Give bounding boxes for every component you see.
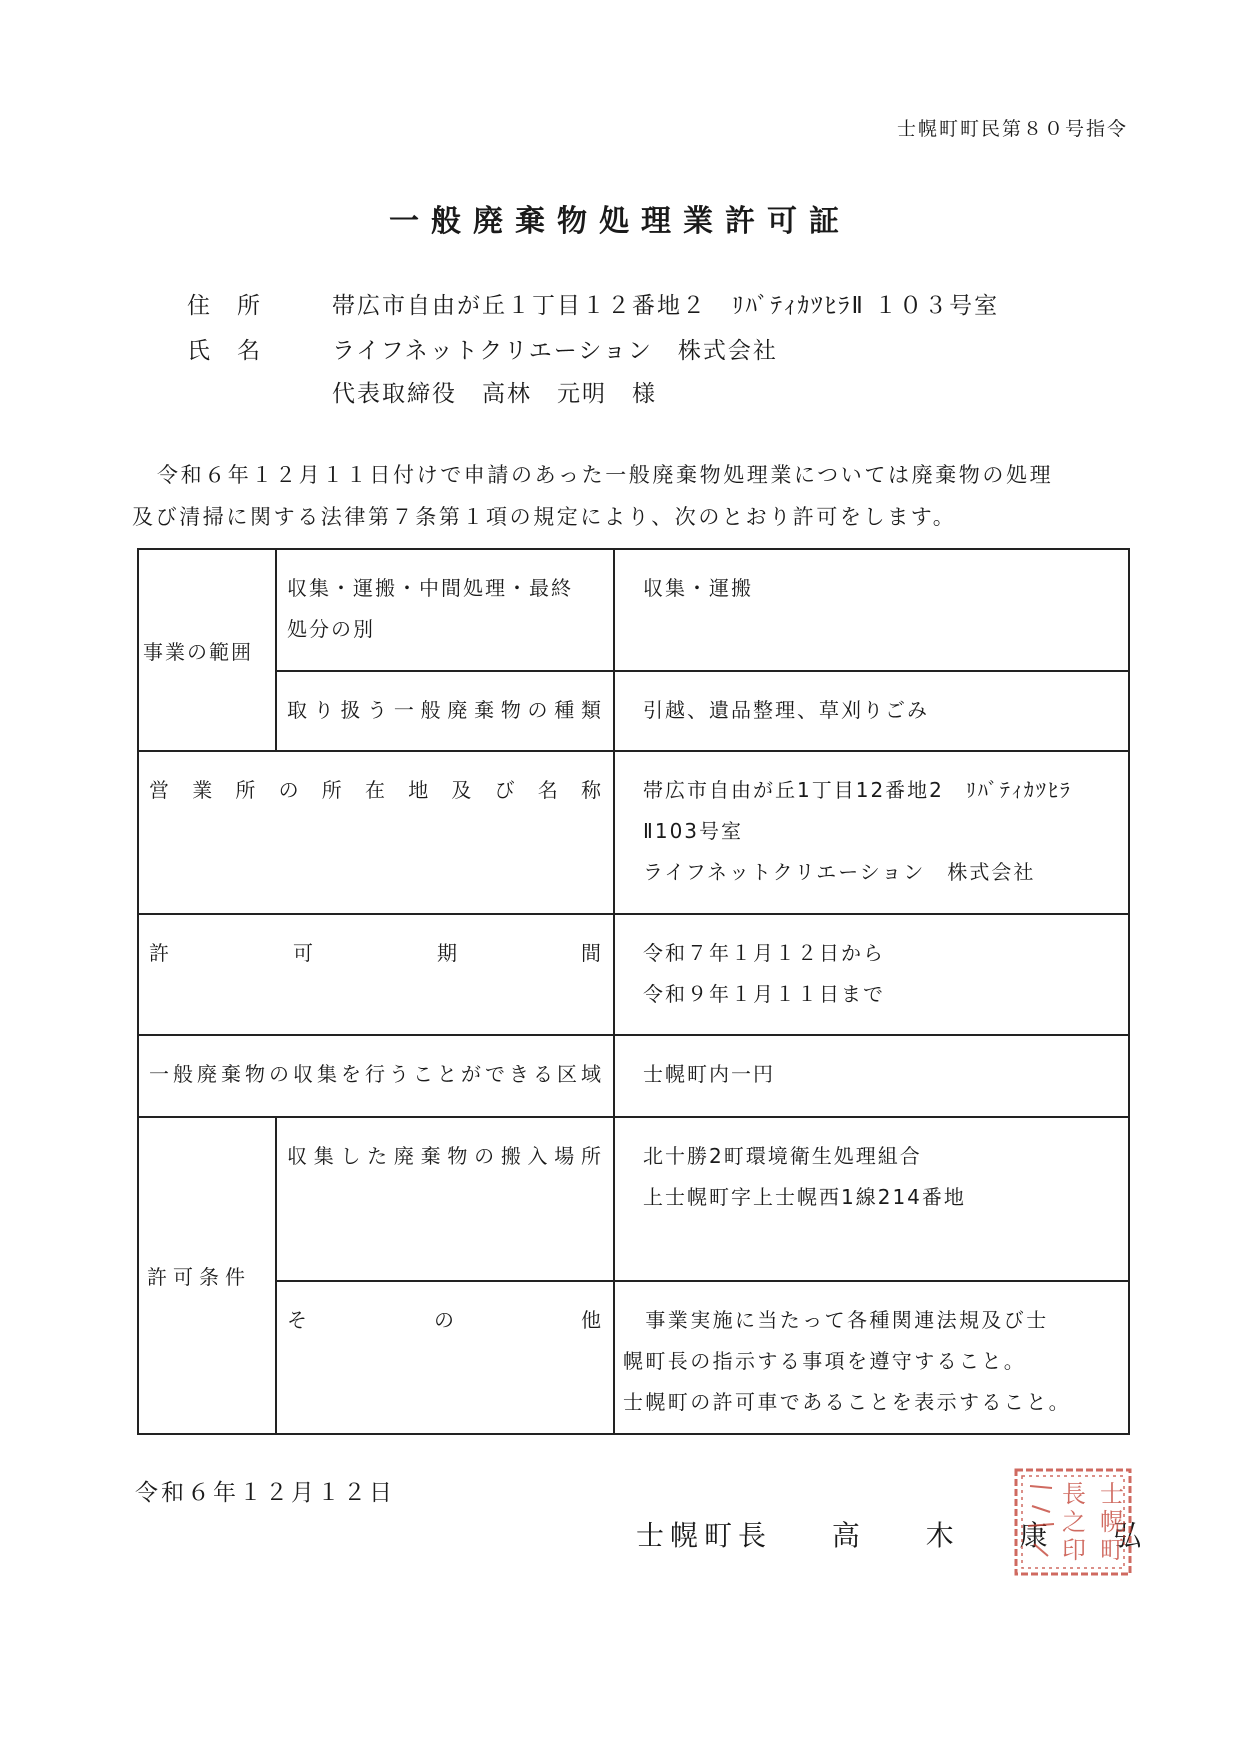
issue-date: 令和６年１２月１２日 [135,1480,395,1506]
document-title: 一般廃棄物処理業許可証 [389,204,851,239]
scope-row2-value-cell [614,671,1129,751]
name-value: ライフネットクリエーション 株式会社 [332,338,778,364]
scope-row1-value: 収集・運搬 [643,576,753,600]
scope-row2-label: 取り扱う一般廃棄物の種類 [287,698,603,722]
intro-line-2: 及び清掃に関する法律第７条第１項の規定により、次のとおり許可をします。 [132,505,957,529]
period-label: 許可期間 [149,941,603,965]
name-label: 氏 名 [187,338,262,364]
signer-name-char: 康 [1019,1519,1054,1552]
signer-title: 士幌町長 [636,1519,773,1552]
office-value-line2: Ⅱ103号室 [643,819,744,843]
conditions-header: 許可条件 [147,1265,247,1289]
other-label: その他 [287,1308,603,1332]
area-label-cell [138,1035,614,1117]
period-end: 令和９年１月１１日まで [643,982,885,1006]
scope-row1-label-cell [276,549,614,671]
destination-value-cell [614,1117,1129,1281]
conditions-header-cell [138,1117,276,1434]
office-label-cell [138,751,614,914]
signer-name-char: 弘 [1113,1519,1148,1552]
scope-row1-label-line2: 処分の別 [287,617,375,641]
scope-row1-value-cell [614,549,1129,671]
area-value: 士幌町内一円 [643,1062,775,1086]
office-value-line1: 帯広市自由が丘1丁目12番地2 ﾘﾊﾞﾃｨｶﾂﾋﾗ [643,778,1072,802]
svg-text:幌: 幌 [1100,1508,1124,1536]
scope-row1-label-line1: 収集・運搬・中間処理・最終 [287,576,573,600]
signer-name-char: 高 [831,1519,866,1552]
permit-table [137,548,1130,1435]
scope-row2-label-cell [276,671,614,751]
scope-header-cell [138,549,276,751]
period-start: 令和７年１月１２日から [643,941,885,965]
document-number: 士幌町町民第８０号指令 [896,118,1128,140]
area-label: 一般廃棄物の収集を行うことができる区域 [149,1062,603,1086]
other-line3: 士幌町の許可車であることを表示すること。 [623,1390,1071,1414]
other-value-cell [614,1281,1129,1434]
svg-text:町: 町 [1100,1536,1124,1564]
destination-label-cell [276,1117,614,1281]
official-seal-stamp [1012,1466,1134,1578]
representative: 代表取締役 高林 元明 様 [332,381,657,407]
office-value-line3: ライフネットクリエーション 株式会社 [643,860,1036,884]
scope-header: 事業の範囲 [143,639,253,664]
area-value-cell [614,1035,1129,1117]
svg-text:之: 之 [1062,1508,1086,1536]
svg-text:長: 長 [1062,1480,1086,1508]
period-label-cell [138,914,614,1035]
destination-line1: 北十勝2町環境衛生処理組合 [643,1144,922,1168]
svg-text:印: 印 [1062,1536,1086,1564]
other-line2: 幌町長の指示する事項を遵守すること。 [623,1349,1027,1373]
intro-line-1: 令和６年１２月１１日付けで申請のあった一般廃棄物処理業については廃棄物の処理 [157,463,1054,487]
destination-label: 収集した廃棄物の搬入場所 [287,1144,603,1168]
other-label-cell [276,1281,614,1434]
signer-name-char: 木 [925,1519,960,1552]
destination-line2: 上士幌町字上士幌西1線214番地 [643,1185,966,1209]
period-value-cell [614,914,1129,1035]
office-value-cell [614,751,1129,914]
other-line1: 事業実施に当たって各種関連法規及び士 [623,1308,1049,1332]
svg-text:士: 士 [1100,1480,1124,1508]
address-label: 住 所 [187,293,262,319]
scope-row2-value: 引越、遺品整理、草刈りごみ [643,698,929,722]
address-value: 帯広市自由が丘１丁目１２番地２ ﾘﾊﾞﾃｨｶﾂﾋﾗⅡ １０３号室 [332,293,1000,319]
office-label: 営業所の所在地及び名称 [149,778,603,802]
